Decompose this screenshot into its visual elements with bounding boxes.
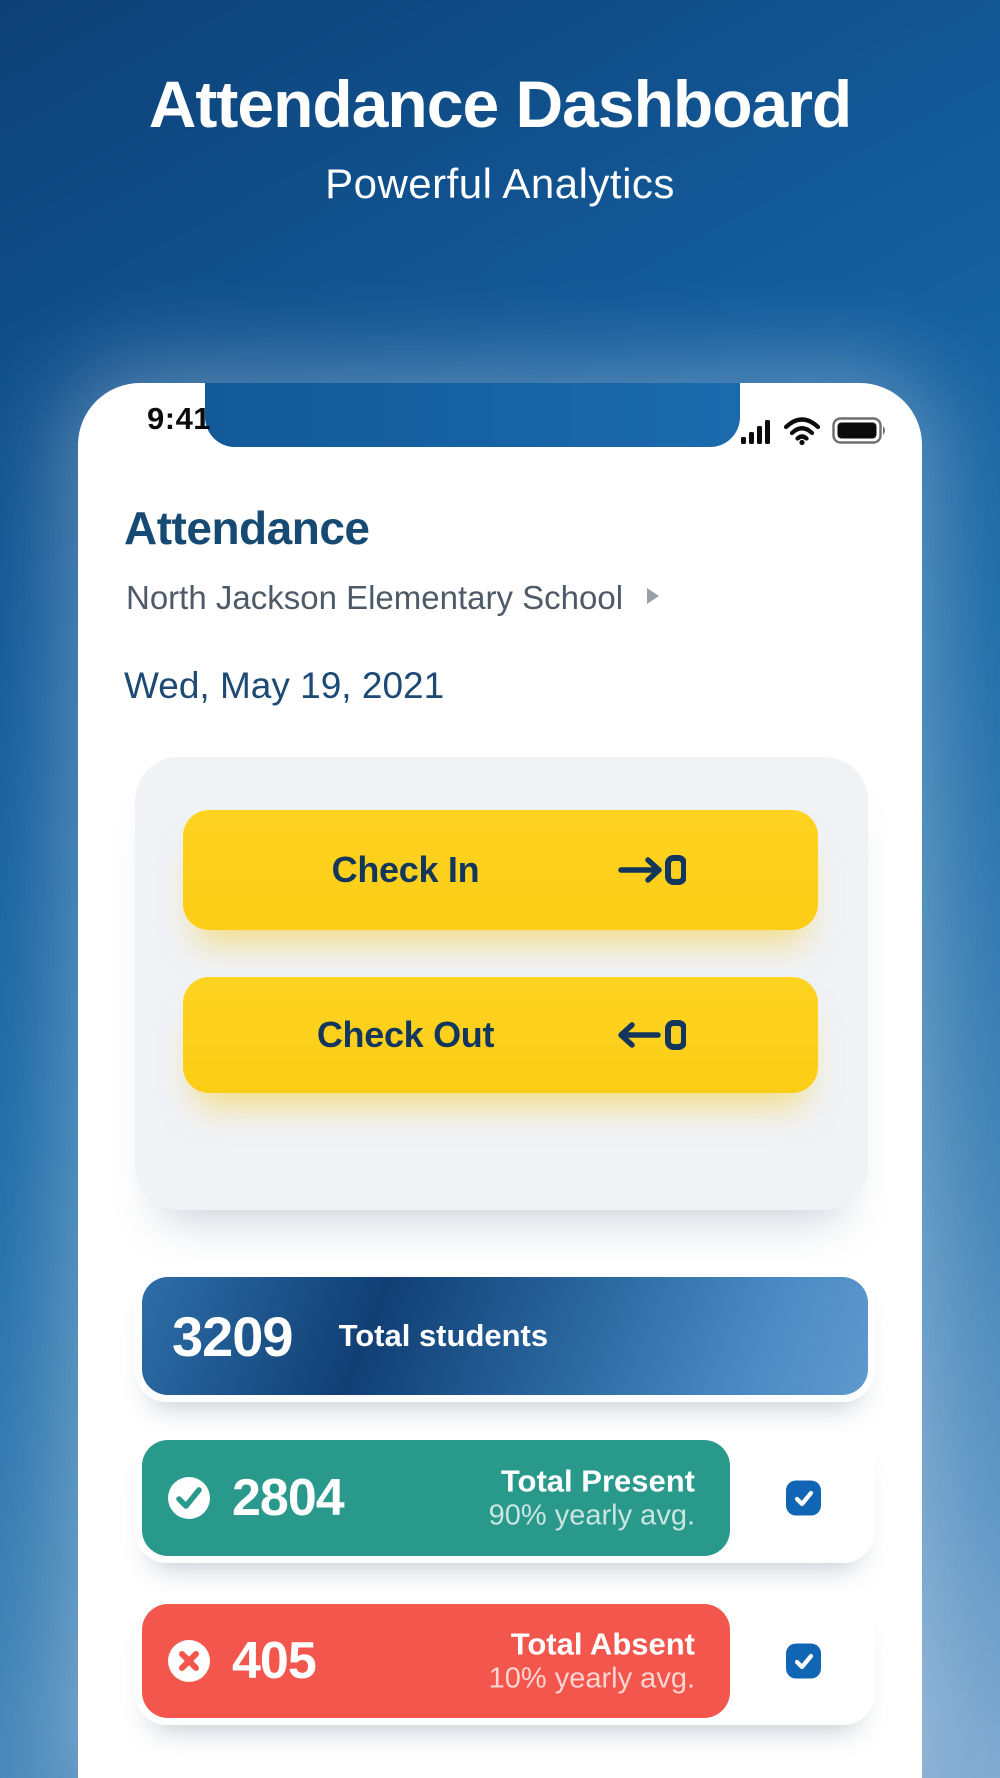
total-present-inner[interactable] xyxy=(142,1440,730,1556)
total-students-card xyxy=(135,1270,875,1402)
page-title: Attendance Dashboard xyxy=(148,67,852,141)
total-students-value: 3209 xyxy=(172,1304,293,1368)
date-label: Wed, May 19, 2021 xyxy=(124,665,445,706)
screen-title: Attendance xyxy=(124,502,370,554)
chevron-right-icon xyxy=(645,586,661,611)
total-students-inner xyxy=(142,1277,868,1395)
total-absent-labels xyxy=(489,1627,695,1696)
total-present-sublabel: 90% yearly avg. xyxy=(488,1499,695,1532)
page-subtitle: Powerful Analytics xyxy=(325,160,675,207)
check-in-button[interactable] xyxy=(183,810,818,930)
check-in-label: Check In xyxy=(331,849,480,890)
arrow-right-to-door-icon xyxy=(618,848,686,892)
total-absent-card xyxy=(135,1597,875,1725)
x-circle-icon xyxy=(168,1640,210,1682)
total-absent-value: 405 xyxy=(232,1632,316,1690)
present-checkbox[interactable] xyxy=(786,1481,821,1516)
check-actions-card xyxy=(135,757,868,1210)
wifi-icon xyxy=(783,416,821,450)
statusbar-time: 9:41 xyxy=(147,401,212,436)
total-present-card xyxy=(135,1433,875,1563)
signal-bars-icon xyxy=(741,416,772,450)
total-absent-inner[interactable] xyxy=(142,1604,730,1718)
school-name-label: North Jackson Elementary School xyxy=(126,579,624,616)
check-out-label: Check Out xyxy=(316,1014,495,1055)
phone-notch xyxy=(205,383,740,447)
battery-icon xyxy=(832,417,888,449)
check-out-button[interactable] xyxy=(183,977,818,1093)
total-absent-label: Total Absent xyxy=(510,1626,695,1662)
total-present-label: Total Present xyxy=(500,1463,695,1499)
check-circle-icon xyxy=(168,1477,210,1519)
phone-mockup xyxy=(78,383,922,1778)
total-students-label: Total students xyxy=(338,1318,549,1353)
school-selector[interactable] xyxy=(126,579,661,617)
absent-checkbox[interactable] xyxy=(786,1644,821,1679)
arrow-left-from-door-icon xyxy=(618,1013,686,1057)
total-absent-sublabel: 10% yearly avg. xyxy=(488,1662,695,1695)
statusbar-icons xyxy=(741,417,888,449)
total-present-value: 2804 xyxy=(232,1469,344,1527)
total-present-labels xyxy=(489,1464,695,1533)
